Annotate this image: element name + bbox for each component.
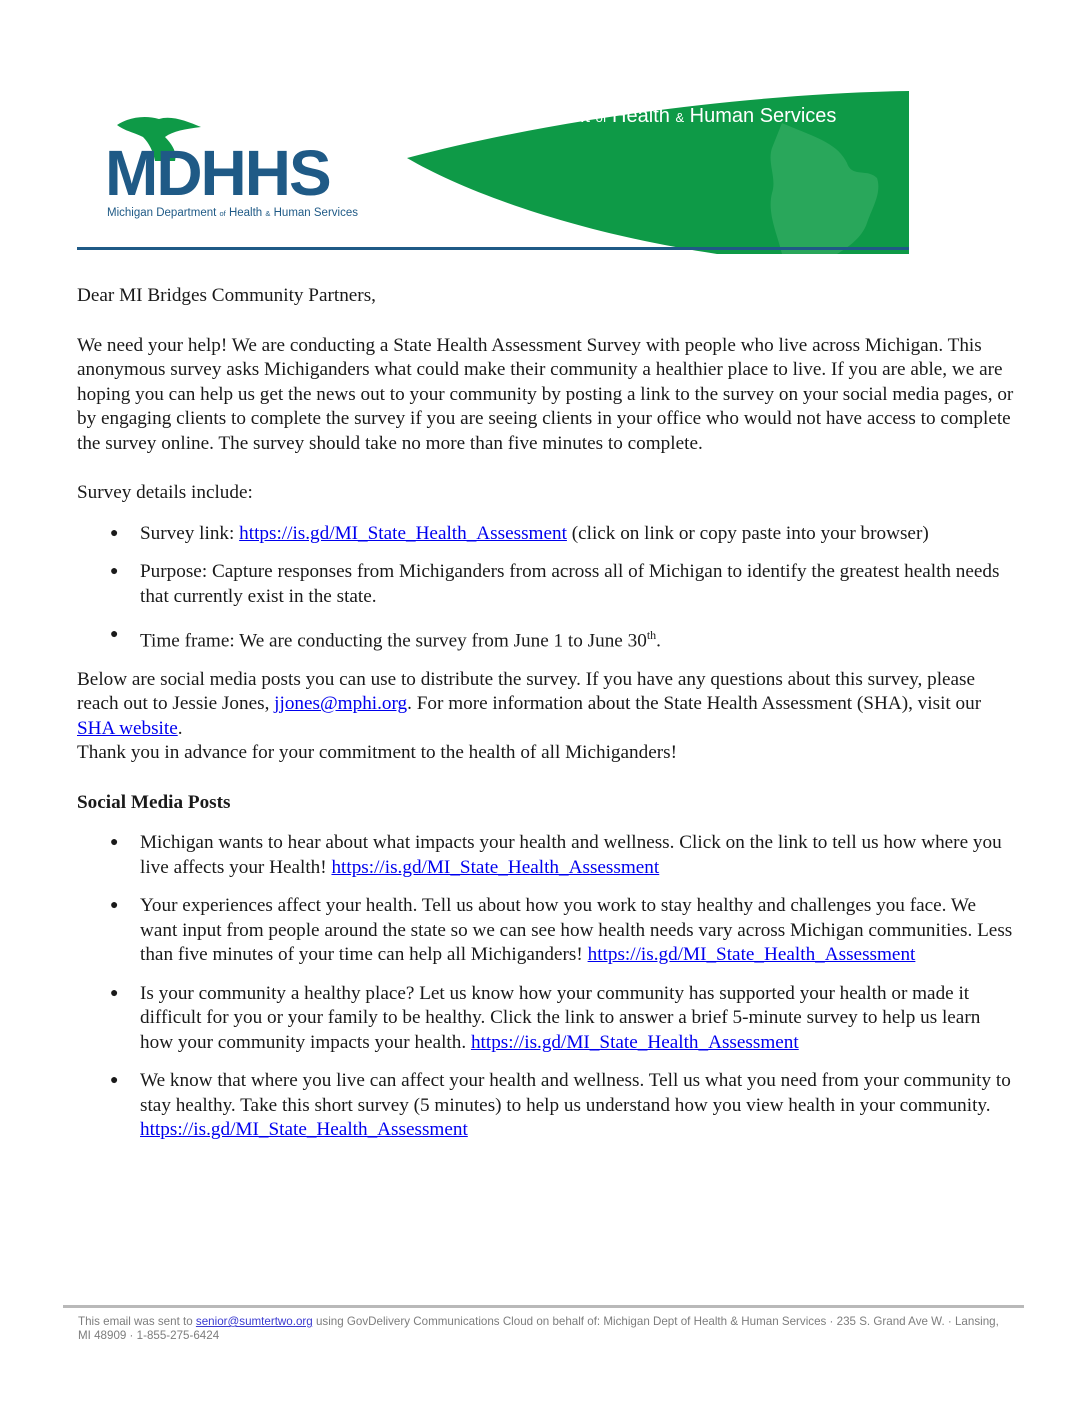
banner-department-title: Michigan Department of Health & Human Services <box>400 105 837 127</box>
thanks-paragraph: Thank you in advance for your commitment to the health of all Michiganders! <box>77 742 677 764</box>
recipient-email-link[interactable]: senior@sumtertwo.org <box>195 1315 313 1328</box>
sha-website-link[interactable]: SHA website <box>77 717 178 739</box>
greeting: Dear MI Bridges Community Partners, <box>77 285 376 306</box>
bullet-icon: ● <box>110 564 119 579</box>
header-banner <box>77 83 909 254</box>
footer-divider <box>63 1305 1024 1308</box>
bullet-icon: ● <box>110 835 119 851</box>
logo-subtitle: Michigan Department of Health & Human Services <box>107 207 358 219</box>
social-posts-list <box>77 831 1017 1143</box>
post-survey-link[interactable]: https://is.gd/MI_State_Health_Assessment <box>331 856 660 878</box>
bullet-icon: ● <box>110 985 119 1001</box>
email-footer: This email was sent to senior@sumtertwo.org using GovDelivery Communications Cloud on behalf of: Michigan Dept of Health & Human Services · 235 S. Grand Ave W. · Lansing, MI 48909 · 1-855-275-6424 <box>78 1315 999 1342</box>
list-item: ● Purpose: Capture responses from Michiganders from across all of Michigan to identify the greatest health needs that currently exist in the state. <box>110 561 1000 607</box>
survey-link[interactable]: https://is.gd/MI_State_Health_Assessment <box>239 522 567 544</box>
intro-paragraph: We need your help! We are conducting a State Health Assessment Survey with people who live across Michigan. This anonymous survey asks Michiganders what could make their community a healthier place to live. If you are able, we are hoping you can help us get the news out to your community by posting a link to the survey on your social media pages, or by engaging clients to complete the survey if you are seeing clients in your office who would not have access to complete the survey online. The survey should take no more than five minutes to complete. <box>77 334 1014 454</box>
social-media-heading: Social Media Posts <box>77 791 231 813</box>
letter-body <box>77 284 1017 1157</box>
social-post: ● Is your community a healthy place? Let us know how your community has supported your health or made it difficult for you or your family to be healthy. Click the link to answer a brief 5-minute survey to help us learn how your community impacts your health. https://is.gd/MI_State_Health_Assessment <box>110 982 981 1053</box>
details-intro: Survey details include: <box>77 482 253 503</box>
contact-email-link[interactable]: jjones@mphi.org <box>274 693 408 715</box>
post-survey-link[interactable]: https://is.gd/MI_State_Health_Assessment <box>587 944 916 966</box>
bullet-icon: ● <box>110 627 119 642</box>
social-post: ● Your experiences affect your health. Tell us about how you work to stay healthy and challenges you face. We want input from people around the state so we can see how health needs vary across Michigan communities. Less than five minutes of your time can help all Michiganders! https://is.gd/MI_State_Health_Assessment <box>110 895 1013 966</box>
bullet-icon: ● <box>110 1073 119 1089</box>
logo-wordmark: MDHHS <box>105 137 330 209</box>
bullet-icon: ● <box>110 898 119 914</box>
list-item: ● Survey link: https://is.gd/MI_State_Health_Assessment (click on link or copy paste into your browser) <box>77 522 1017 547</box>
post-survey-link[interactable]: https://is.gd/MI_State_Health_Assessment <box>470 1031 799 1053</box>
contact-paragraph: Below are social media posts you can use to distribute the survey. If you have any questions about this survey, please reach out to Jessie Jones, jjones@mphi.org. For more information about the State Health Assessment (SHA), visit our SHA website. <box>77 668 982 739</box>
list-item: ● Time frame: We are conducting the survey from June 1 to June 30th. <box>77 623 1017 654</box>
post-survey-link[interactable]: https://is.gd/MI_State_Health_Assessment <box>140 1119 468 1141</box>
bullet-icon: ● <box>110 525 119 541</box>
social-post: ● Michigan wants to hear about what impacts your health and wellness. Click on the link to tell us how where you live affects your Health! https://is.gd/MI_State_Health_Assessment <box>110 832 1002 878</box>
social-post: ● We know that where you live can affect your health and wellness. Tell us what you need from your community to stay healthy. Take this short survey (5 minutes) to help us understand how you view health in your community. https://is.gd/MI_State_Health_Assessment <box>110 1070 1011 1141</box>
survey-details-list <box>77 522 1017 654</box>
